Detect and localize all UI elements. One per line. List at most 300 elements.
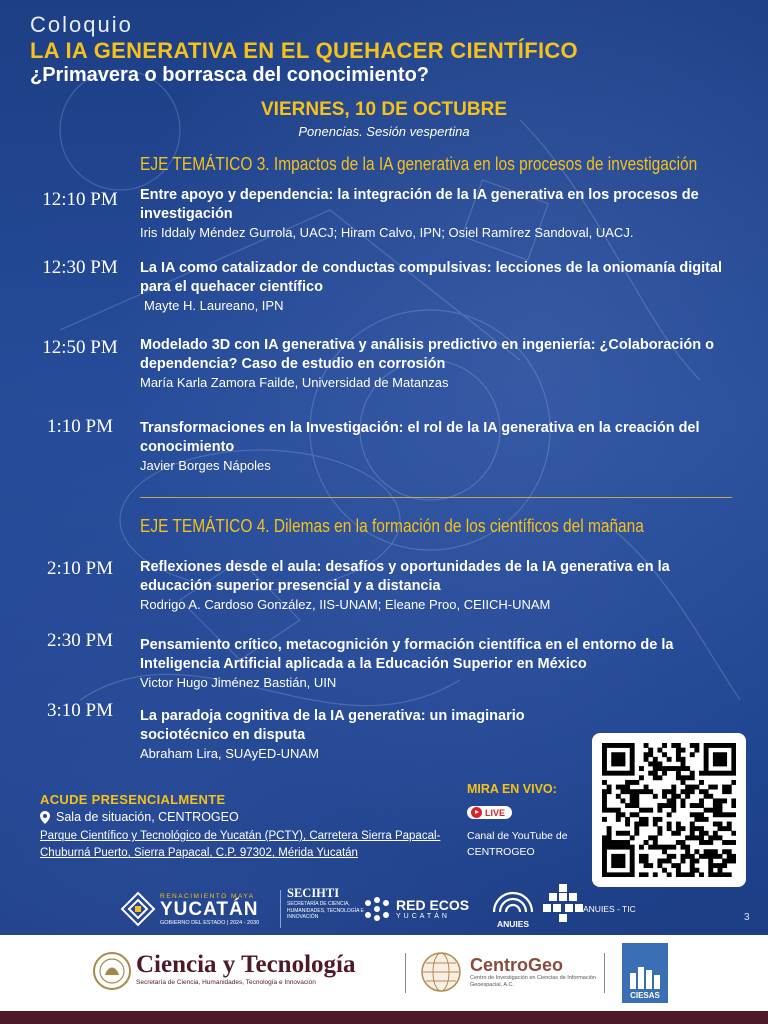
- qr-module: [630, 872, 635, 877]
- qr-module: [699, 798, 704, 803]
- qr-module: [630, 812, 635, 817]
- section-divider: [140, 497, 732, 498]
- qr-module: [676, 863, 681, 868]
- talk-title: La paradoja cognitiva de la IA generativa: un imaginario sociotécnico en disputa: [140, 708, 525, 743]
- qr-module: [657, 775, 662, 780]
- qr-module: [607, 835, 612, 840]
- qr-module: [667, 803, 672, 808]
- qr-module: [630, 803, 635, 808]
- qr-module: [713, 757, 718, 762]
- qr-module: [639, 775, 644, 780]
- qr-module: [602, 771, 607, 776]
- qr-module: [704, 789, 709, 794]
- qr-module: [620, 812, 625, 817]
- qr-module: [671, 831, 676, 836]
- qr-module: [639, 817, 644, 822]
- qr-module: [690, 854, 695, 859]
- qr-module: [731, 854, 736, 859]
- qr-module: [602, 766, 607, 771]
- talk-item: [140, 558, 740, 613]
- qr-module: [727, 789, 732, 794]
- qr-module: [676, 752, 681, 757]
- qr-module: [708, 863, 713, 868]
- qr-module: [727, 872, 732, 877]
- red-ecos-logo: [362, 885, 480, 933]
- qr-module: [671, 863, 676, 868]
- event-subtitle: ¿Primavera o borrasca del conocimiento?: [30, 64, 430, 86]
- qr-module: [718, 771, 723, 776]
- qr-module: [634, 812, 639, 817]
- qr-module: [704, 761, 709, 766]
- qr-module: [634, 831, 639, 836]
- ciesas-building-icon: [628, 961, 662, 991]
- qr-module: [713, 872, 718, 877]
- qr-module: [639, 872, 644, 877]
- qr-module: [671, 845, 676, 850]
- qr-module: [616, 872, 621, 877]
- anuies-tic-name: ANUIES - TIC: [583, 904, 636, 914]
- qr-module: [630, 771, 635, 776]
- qr-module: [648, 835, 653, 840]
- qr-module: [657, 863, 662, 868]
- qr-module: [616, 845, 621, 850]
- qr-module: [653, 835, 658, 840]
- qr-module: [727, 826, 732, 831]
- qr-module: [704, 808, 709, 813]
- footer-divider: [604, 953, 605, 993]
- qr-module: [657, 808, 662, 813]
- talk-authors: María Karla Zamora Failde, Universidad de Matanzas: [140, 375, 449, 390]
- qr-module: [704, 831, 709, 836]
- qr-module: [681, 845, 686, 850]
- qr-module: [690, 868, 695, 873]
- qr-module: [713, 831, 718, 836]
- ciesas-logo: [622, 943, 668, 1003]
- qr-module: [620, 771, 625, 776]
- qr-module: [602, 761, 607, 766]
- qr-module: [690, 831, 695, 836]
- qr-module: [694, 835, 699, 840]
- qr-module: [667, 822, 672, 827]
- attend-heading: ACUDE PRESENCIALMENTE: [40, 792, 226, 807]
- qr-module: [671, 803, 676, 808]
- qr-module: [671, 785, 676, 790]
- qr-module: [713, 761, 718, 766]
- qr-module: [616, 743, 621, 748]
- qr-module: [653, 872, 658, 877]
- qr-module: [616, 785, 621, 790]
- qr-module: [630, 854, 635, 859]
- qr-module: [607, 808, 612, 813]
- qr-module: [713, 812, 718, 817]
- qr-module: [681, 826, 686, 831]
- qr-module: [620, 840, 625, 845]
- talk-time: 2:30 PM: [47, 630, 113, 651]
- qr-module: [690, 863, 695, 868]
- qr-module: [713, 785, 718, 790]
- qr-module: [704, 748, 709, 753]
- qr-module: [694, 826, 699, 831]
- qr-module: [630, 761, 635, 766]
- qr-module: [634, 780, 639, 785]
- qr-module: [607, 831, 612, 836]
- qr-module: [620, 752, 625, 757]
- qr-module: [611, 743, 616, 748]
- qr-module: [625, 845, 630, 850]
- qr-module: [722, 826, 727, 831]
- qr-module: [639, 766, 644, 771]
- qr-module: [602, 757, 607, 762]
- event-title: LA IA GENERATIVA EN EL QUEHACER CIENTÍFICO: [30, 38, 578, 63]
- anuies-tic-logo: [543, 884, 683, 932]
- qr-module: [611, 863, 616, 868]
- page-number: 3: [744, 912, 750, 923]
- qr-module: [630, 748, 635, 753]
- qr-module: [727, 840, 732, 845]
- qr-module: [625, 771, 630, 776]
- qr-module: [676, 872, 681, 877]
- talk-item: [140, 186, 740, 241]
- qr-module: [676, 868, 681, 873]
- qr-module: [676, 775, 681, 780]
- qr-module: [653, 822, 658, 827]
- qr-module: [708, 868, 713, 873]
- qr-module: [616, 831, 621, 836]
- qr-module: [602, 845, 607, 850]
- qr-module: [708, 849, 713, 854]
- qr-module: [699, 789, 704, 794]
- qr-module: [731, 803, 736, 808]
- centrogeo-name: CentroGeo: [470, 955, 564, 975]
- qr-module: [648, 748, 653, 753]
- qr-module: [616, 817, 621, 822]
- qr-module: [607, 789, 612, 794]
- qr-module: [685, 775, 690, 780]
- qr-module: [667, 766, 672, 771]
- qr-module: [718, 822, 723, 827]
- qr-module: [727, 859, 732, 864]
- qr-module: [630, 766, 635, 771]
- qr-module: [602, 854, 607, 859]
- qr-module: [708, 808, 713, 813]
- qr-module: [699, 780, 704, 785]
- qr-module: [644, 808, 649, 813]
- qr-module: [676, 748, 681, 753]
- mexico-shield-icon: [92, 951, 132, 991]
- qr-module: [694, 812, 699, 817]
- qr-module: [602, 803, 607, 808]
- centrogeo-subline: Centro de Investigación en Ciencias de Información Geoespacial, A.C.: [470, 975, 596, 988]
- qr-module: [722, 757, 727, 762]
- qr-module: [713, 863, 718, 868]
- qr-module: [667, 757, 672, 762]
- qr-module: [644, 785, 649, 790]
- qr-module: [648, 771, 653, 776]
- yucatan-logo: [120, 885, 280, 933]
- qr-module: [634, 794, 639, 799]
- anuies-logo: [488, 880, 538, 934]
- qr-module: [616, 808, 621, 813]
- qr-module: [602, 817, 607, 822]
- qr-module: [616, 757, 621, 762]
- qr-module: [671, 798, 676, 803]
- talk-time: 3:10 PM: [47, 700, 113, 721]
- qr-module: [611, 757, 616, 762]
- qr-module: [690, 771, 695, 776]
- qr-module: [648, 752, 653, 757]
- qr-module: [704, 771, 709, 776]
- qr-module: [676, 766, 681, 771]
- venue-name: Sala de situación, CENTROGEO: [56, 810, 239, 824]
- qr-module: [625, 789, 630, 794]
- qr-module: [620, 743, 625, 748]
- talk-title: Modelado 3D con IA generativa y análisis predictivo en ingeniería: ¿Colaboración o dependencia? Caso de estudio en corrosión: [140, 337, 714, 372]
- qr-module: [713, 835, 718, 840]
- qr-module: [681, 803, 686, 808]
- talk-time: 12:10 PM: [42, 189, 118, 210]
- qr-module: [662, 845, 667, 850]
- qr-module: [620, 761, 625, 766]
- qr-module: [722, 859, 727, 864]
- qr-module: [602, 743, 607, 748]
- qr-module: [667, 845, 672, 850]
- talk-item: [140, 707, 580, 762]
- qr-module: [662, 859, 667, 864]
- qr-module: [722, 863, 727, 868]
- qr-module: [722, 798, 727, 803]
- qr-module: [611, 845, 616, 850]
- qr-module: [616, 771, 621, 776]
- qr-module: [657, 845, 662, 850]
- qr-module: [722, 761, 727, 766]
- qr-module: [718, 743, 723, 748]
- qr-module: [644, 822, 649, 827]
- qr-module: [694, 849, 699, 854]
- qr-module: [690, 789, 695, 794]
- qr-module: [704, 757, 709, 762]
- qr-module: [722, 849, 727, 854]
- qr-module: [602, 748, 607, 753]
- qr-module: [607, 771, 612, 776]
- qr-module: [634, 826, 639, 831]
- centrogeo-globe-icon: [420, 951, 462, 993]
- qr-module: [602, 840, 607, 845]
- qr-module: [690, 812, 695, 817]
- qr-module: [611, 859, 616, 864]
- qr-module: [708, 872, 713, 877]
- qr-module: [713, 822, 718, 827]
- qr-module: [685, 835, 690, 840]
- qr-module: [620, 859, 625, 864]
- qr-module: [657, 803, 662, 808]
- qr-module: [690, 835, 695, 840]
- qr-module: [685, 849, 690, 854]
- yucatan-tagline: RENACIMIENTO MAYA: [160, 892, 255, 900]
- event-series-label: Coloquio: [30, 12, 133, 37]
- qr-module: [667, 798, 672, 803]
- talk-authors: Javier Borges Nápoles: [140, 458, 271, 473]
- qr-module: [731, 798, 736, 803]
- secihti-logo: [287, 886, 367, 934]
- ciesas-name: CIESAS: [630, 991, 660, 1000]
- qr-module: [722, 771, 727, 776]
- qr-module: [694, 803, 699, 808]
- talk-item: [140, 636, 740, 691]
- qr-module: [690, 859, 695, 864]
- ciencia-tecnologia-logo: [136, 951, 355, 986]
- qr-module: [718, 803, 723, 808]
- qr-module: [653, 794, 658, 799]
- qr-module: [620, 757, 625, 762]
- qr-module: [681, 757, 686, 762]
- secihti-subline: SECRETARÍA DE CIENCIA, HUMANIDADES, TECNOLOGÍA E INNOVACIÓN: [287, 901, 364, 920]
- qr-module: [718, 835, 723, 840]
- yucatan-subline: GOBIERNO DEL ESTADO | 2024 - 2030: [160, 919, 260, 926]
- qr-module: [667, 826, 672, 831]
- qr-module: [648, 863, 653, 868]
- qr-module: [704, 849, 709, 854]
- qr-module: [602, 798, 607, 803]
- talk-title: Pensamiento crítico, metacognición y formación científica en el entorno de la Inteligencia Artificial aplicada a la Educación Superior en México: [140, 637, 674, 672]
- theme-3-heading: EJE TEMÁTICO 3. Impactos de la IA generativa en los procesos de investigación: [140, 154, 698, 174]
- talk-time: 2:10 PM: [47, 558, 113, 579]
- qr-module: [671, 854, 676, 859]
- qr-module: [634, 822, 639, 827]
- qr-module: [731, 752, 736, 757]
- qr-module: [731, 748, 736, 753]
- qr-module: [607, 743, 612, 748]
- qr-module: [718, 757, 723, 762]
- qr-module: [704, 743, 709, 748]
- qr-module: [602, 808, 607, 813]
- qr-module: [625, 840, 630, 845]
- qr-module: [616, 859, 621, 864]
- anuies-name: ANUIES: [496, 919, 530, 929]
- qr-module: [657, 831, 662, 836]
- qr-module: [713, 849, 718, 854]
- qr-module: [653, 771, 658, 776]
- qr-module: [685, 845, 690, 850]
- qr-module: [676, 794, 681, 799]
- anuies-tic-grid-icon: [543, 884, 583, 924]
- qr-module: [620, 831, 625, 836]
- qr-module: [602, 859, 607, 864]
- qr-module: [639, 854, 644, 859]
- qr-module: [630, 752, 635, 757]
- qr-module: [704, 854, 709, 859]
- qr-module: [708, 794, 713, 799]
- qr-module: [685, 872, 690, 877]
- qr-module: [634, 803, 639, 808]
- qr-module: [616, 812, 621, 817]
- qr-module: [727, 771, 732, 776]
- qr-module: [704, 817, 709, 822]
- qr-module: [648, 845, 653, 850]
- qr-module: [644, 872, 649, 877]
- qr-module: [625, 743, 630, 748]
- stream-heading: MIRA EN VIVO:: [467, 782, 557, 796]
- qr-module: [699, 840, 704, 845]
- qr-module: [625, 817, 630, 822]
- qr-module: [657, 859, 662, 864]
- talk-title: Transformaciones en la Investigación: el rol de la IA generativa en la creación del conocimiento: [140, 420, 700, 455]
- qr-module: [611, 752, 616, 757]
- qr-module: [625, 822, 630, 827]
- qr-module: [630, 743, 635, 748]
- qr-module: [699, 817, 704, 822]
- qr-module: [611, 872, 616, 877]
- qr-module: [718, 868, 723, 873]
- qr-module: [718, 752, 723, 757]
- qr-module: [690, 743, 695, 748]
- yucatan-name: YUCATÁN: [160, 898, 259, 920]
- qr-module: [616, 761, 621, 766]
- qr-module: [722, 752, 727, 757]
- qr-module: [690, 803, 695, 808]
- qr-module: [690, 826, 695, 831]
- qr-module: [657, 826, 662, 831]
- footer-color-bar: [0, 1011, 768, 1024]
- qr-module: [602, 780, 607, 785]
- qr-module: [644, 752, 649, 757]
- qr-module: [625, 785, 630, 790]
- venue-address-link[interactable]: Parque Científico y Tecnológico de Yucatán (PCTY), Carretera Sierra Papacal-Chuburná Puerto, Sierra Papacal, C.P. 97302, Mérida Yucatán: [40, 830, 441, 859]
- play-icon: [471, 807, 482, 818]
- session-label: Ponencias. Sesión vespertina: [298, 124, 470, 139]
- qr-module: [681, 840, 686, 845]
- qr-module: [681, 761, 686, 766]
- qr-module: [630, 794, 635, 799]
- qr-module: [630, 859, 635, 864]
- qr-module: [713, 854, 718, 859]
- qr-module: [718, 863, 723, 868]
- talk-authors: Iris Iddaly Méndez Gurrola, UACJ; Hiram Calvo, IPN; Osiel Ramírez Sandoval, UACJ.: [140, 225, 634, 240]
- talk-title: La IA como catalizador de conductas compulsivas: lecciones de la oniomanía digital para el quehacer científico: [140, 260, 723, 295]
- qr-module: [690, 775, 695, 780]
- qr-module: [630, 868, 635, 873]
- qr-module: [731, 743, 736, 748]
- qr-module: [644, 863, 649, 868]
- qr-module: [722, 743, 727, 748]
- live-badge[interactable]: [467, 806, 512, 819]
- qr-module: [611, 761, 616, 766]
- qr-module: [699, 771, 704, 776]
- qr-code[interactable]: [592, 733, 746, 887]
- logo-divider: [280, 890, 281, 928]
- qr-module: [625, 803, 630, 808]
- qr-module: [662, 794, 667, 799]
- qr-module: [607, 840, 612, 845]
- talk-authors: Rodrigo A. Cardoso González, IIS-UNAM; Eleane Proo, CEIICH-UNAM: [140, 597, 551, 612]
- qr-module: [662, 868, 667, 873]
- qr-module: [625, 831, 630, 836]
- qr-module: [662, 849, 667, 854]
- qr-module: [620, 863, 625, 868]
- qr-module: [630, 845, 635, 850]
- red-ecos-icon: [362, 896, 392, 922]
- qr-module: [727, 849, 732, 854]
- qr-module: [671, 766, 676, 771]
- qr-module: [653, 761, 658, 766]
- qr-module: [708, 859, 713, 864]
- qr-module: [653, 817, 658, 822]
- qr-module: [644, 817, 649, 822]
- qr-module: [685, 766, 690, 771]
- qr-module: [602, 863, 607, 868]
- qr-module: [713, 808, 718, 813]
- red-ecos-name: RED ECOS: [396, 897, 470, 913]
- qr-module: [713, 743, 718, 748]
